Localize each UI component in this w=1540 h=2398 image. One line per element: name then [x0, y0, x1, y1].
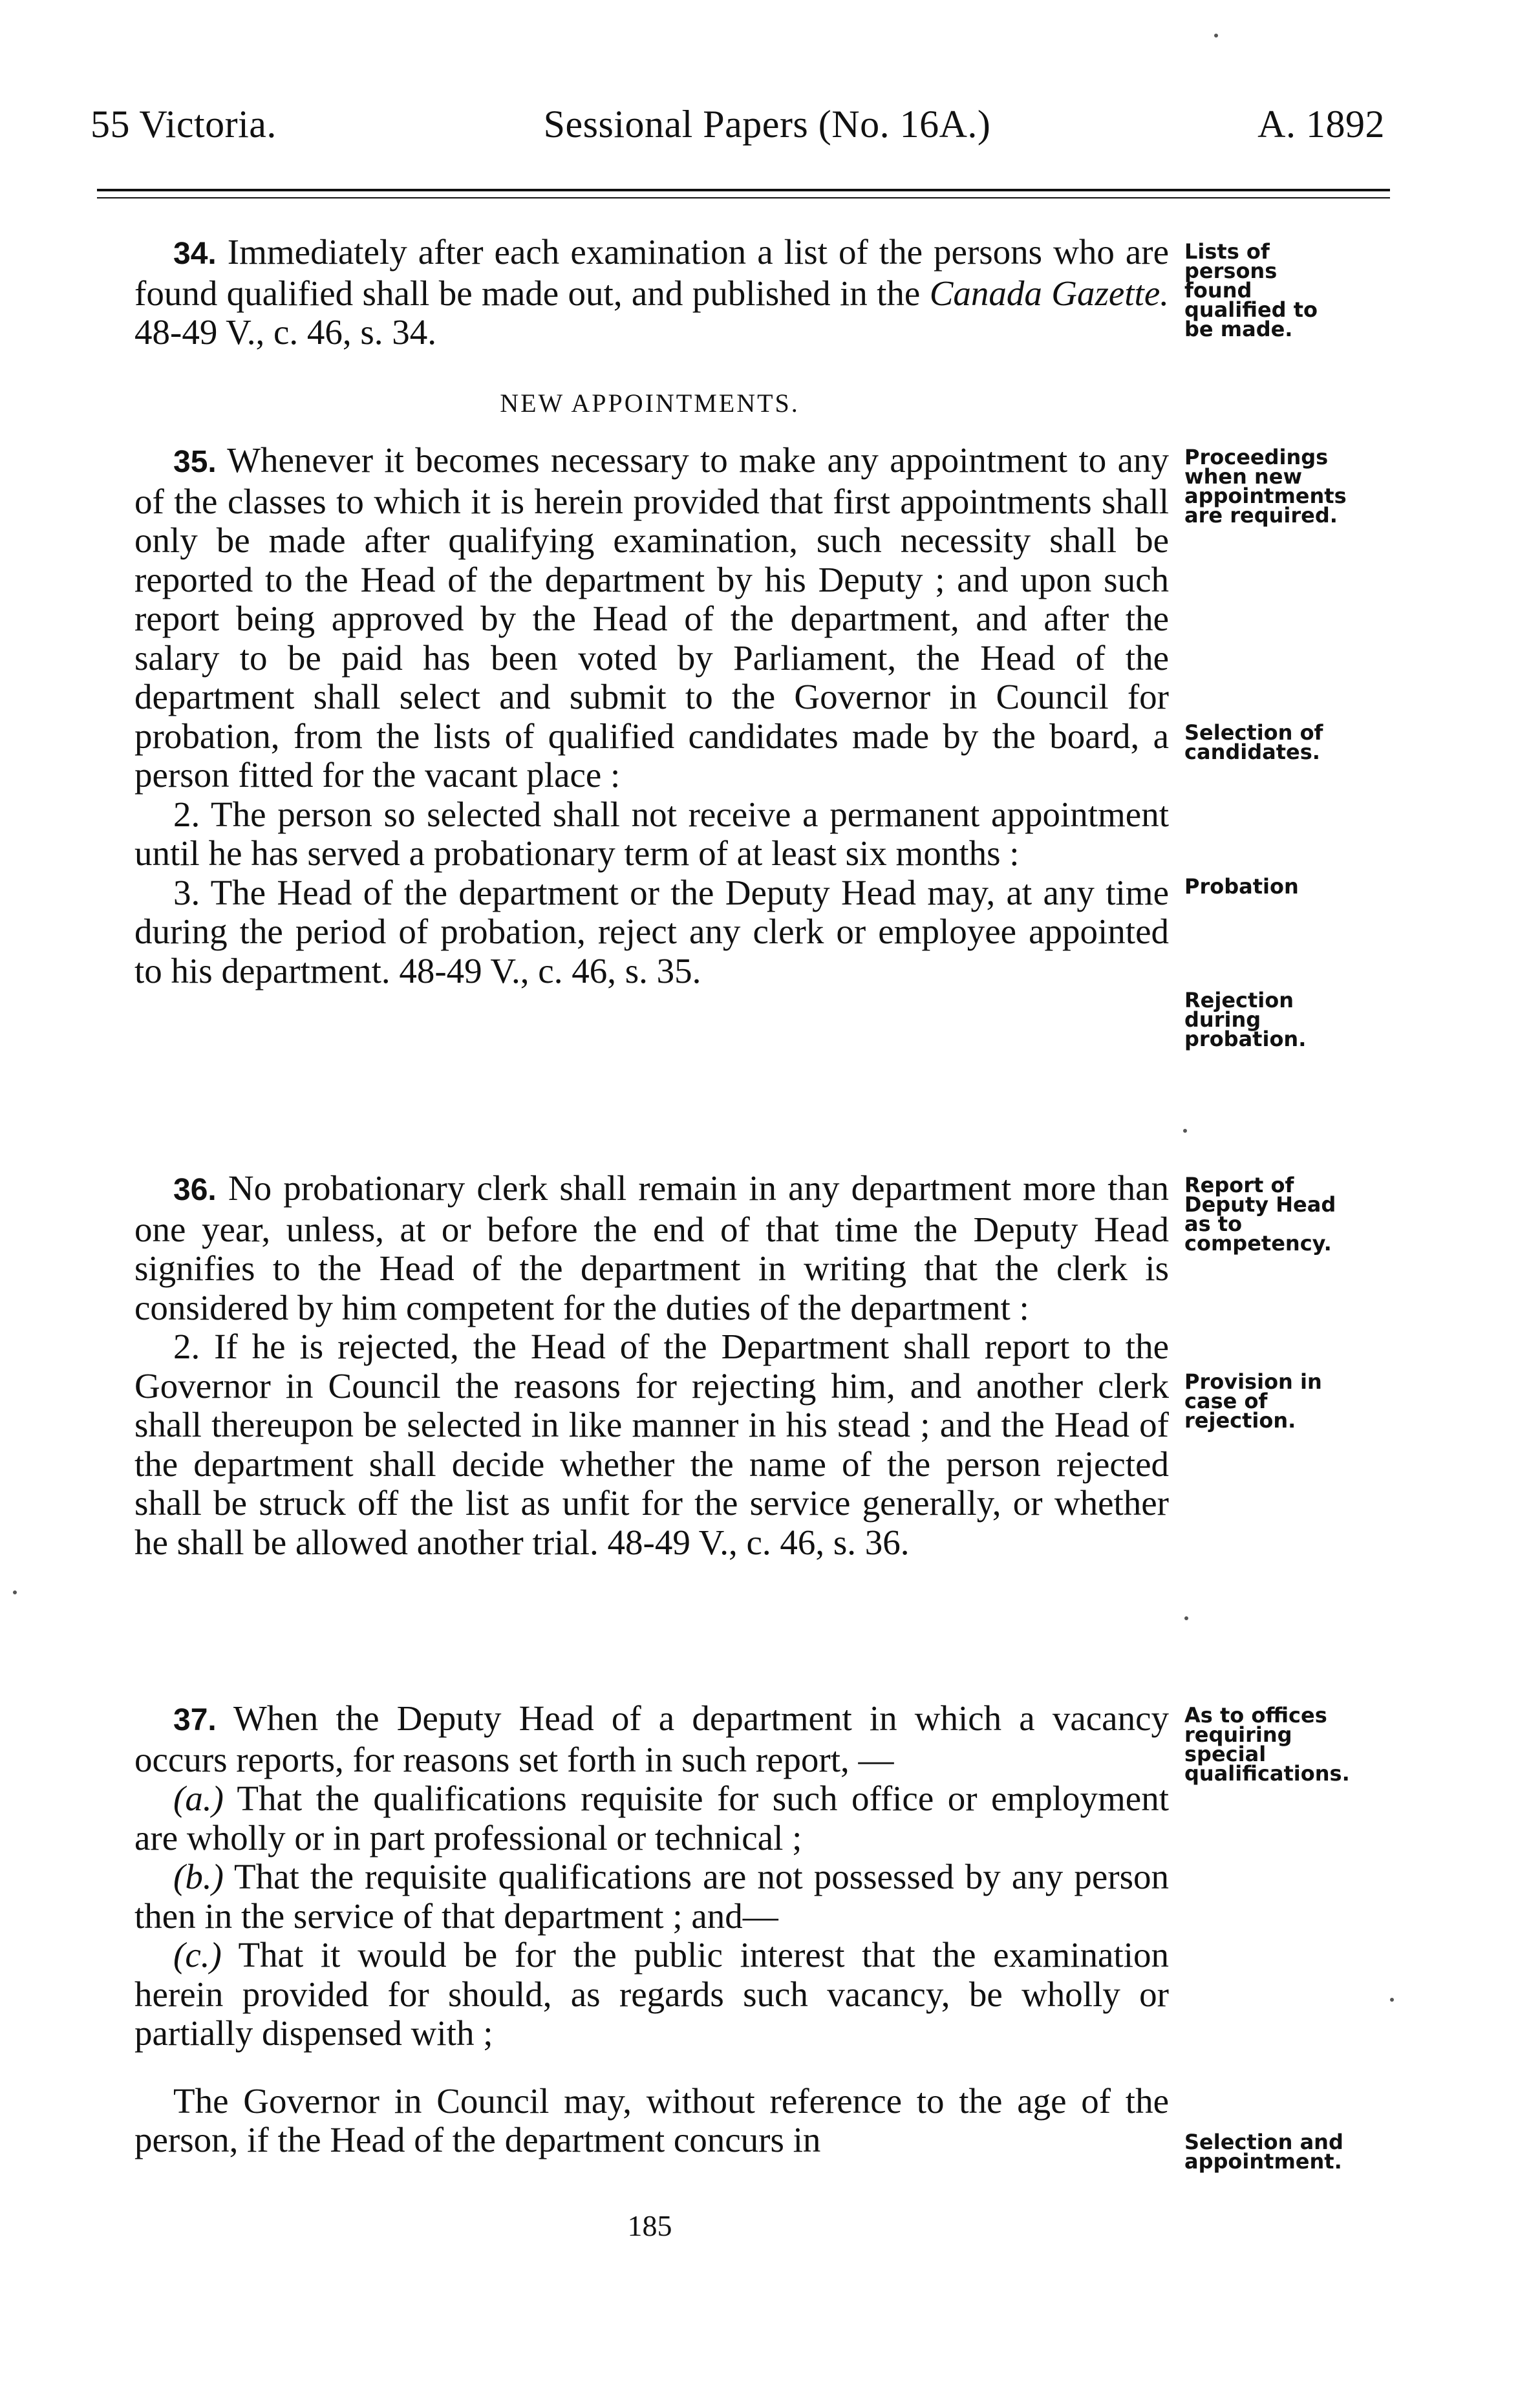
scan-speck	[13, 1590, 17, 1594]
section-37	[134, 1699, 1169, 2160]
clause-c-text: That it would be for the public interest that the examination herein provided for should, as regards such vacancy, be wholly or partially dispensed with ;	[134, 1935, 1169, 2053]
margin-note-proceedings: Proceedings when new appointments are required.	[1184, 445, 1347, 528]
section-number: 34.	[173, 237, 217, 271]
margin-note-offices: As to offices requiring special qualifications.	[1184, 1703, 1350, 1786]
subsection-2: 2. The person so selected shall not receive a permanent appointment until he has served a probationary term of at least six months :	[134, 794, 1169, 873]
header-sessional-papers: Sessional Papers (No. 16A.)	[543, 103, 991, 145]
header-rule-thin	[97, 197, 1390, 198]
section-text: When the Deputy Head of a department in which a vacancy occurs reports, for reasons set forth in such report, —	[134, 1698, 1169, 1779]
section-number: 37.	[173, 1703, 217, 1737]
header-rule-thick	[97, 189, 1390, 191]
clause-c-mark: (c.)	[173, 1935, 222, 1975]
gazette-title: Canada Gazette.	[929, 273, 1169, 313]
running-header	[91, 102, 1385, 147]
clause-b-mark: (b.)	[173, 1857, 224, 1896]
subsection-2: 2. If he is rejected, the Head of the Department shall report to the Governor in Council the reasons for rejecting him, and another clerk shall thereupon be selected in like manner in his stead ; and the Head of the department shall decide whether the name of the person rejected shall be struck off the list as unfit for the service generally, or whether he shall be allowed another trial. 48-49 V., c. 46, s. 36.	[134, 1327, 1169, 1562]
subsection-3: 3. The Head of the department or the Deputy Head may, at any time during the period of probation, reject any clerk or employee appointed to his department. 48-49 V., c. 46, s. 35.	[134, 872, 1169, 990]
scan-speck	[1184, 1616, 1188, 1620]
section-text: Immediately after each examination a list of the persons who are found qualified shall be made out, and published in the	[134, 232, 1170, 313]
section-text: No probationary clerk shall remain in any department more than one year, unless, at or before the end of that time the Deputy Head signifies to the Head of the department in writing that the clerk is considered by him competent for the duties of the department :	[134, 1168, 1169, 1327]
margin-note-rejection: Rejection during probation.	[1184, 988, 1307, 1051]
section-heading: NEW APPOINTMENTS.	[500, 389, 800, 418]
header-regnal-year: 55 Victoria.	[91, 103, 277, 145]
section-34	[134, 233, 1169, 352]
margin-note-provision: Provision in case of rejection.	[1184, 1369, 1322, 1433]
section-number: 35.	[173, 445, 217, 479]
section-36	[134, 1169, 1169, 1562]
clause-b-text: That the requisite qualifications are not possessed by any person then in the service of that department ; and—	[134, 1857, 1169, 1936]
margin-note-probation: Probation	[1184, 874, 1299, 899]
margin-note-lists: Lists of persons found qualified to be made.	[1184, 239, 1318, 341]
section-number: 36.	[173, 1173, 217, 1207]
margin-note-appointment: Selection and appointment.	[1184, 2130, 1343, 2174]
margin-note-report: Report of Deputy Head as to competency.	[1184, 1173, 1336, 1256]
section-37-conclusion: The Governor in Council may, without reference to the age of the person, if the Head of the department concurs in	[134, 2081, 1169, 2159]
header-year: A. 1892	[1257, 103, 1385, 145]
scan-speck	[1390, 1998, 1394, 2002]
section-citation: 48-49 V., c. 46, s. 34.	[134, 312, 437, 352]
page-number: 185	[627, 2209, 672, 2242]
scan-speck	[1214, 34, 1218, 37]
clause-a-mark: (a.)	[173, 1779, 224, 1818]
clause-a-text: That the qualifications requisite for such office or employment are wholly or in part professional or technical ;	[134, 1779, 1169, 1857]
section-text: Whenever it becomes necessary to make any appointment to any of the classes to which it is herein provided that first appointments shall only be made after qualifying examination, such necessity shall be reported to the Head of the department by his Deputy ; and upon such report being approved by the Head of the department, and after the salary to be paid has been voted by Parliament, the Head of the department shall select and submit to the Governor in Council for probation, from the lists of qualified candidates made by the board, a person fitted for the vacant place :	[134, 440, 1169, 795]
scan-speck	[1183, 1129, 1187, 1133]
margin-note-selection: Selection of candidates.	[1184, 720, 1323, 764]
section-35	[134, 441, 1169, 990]
